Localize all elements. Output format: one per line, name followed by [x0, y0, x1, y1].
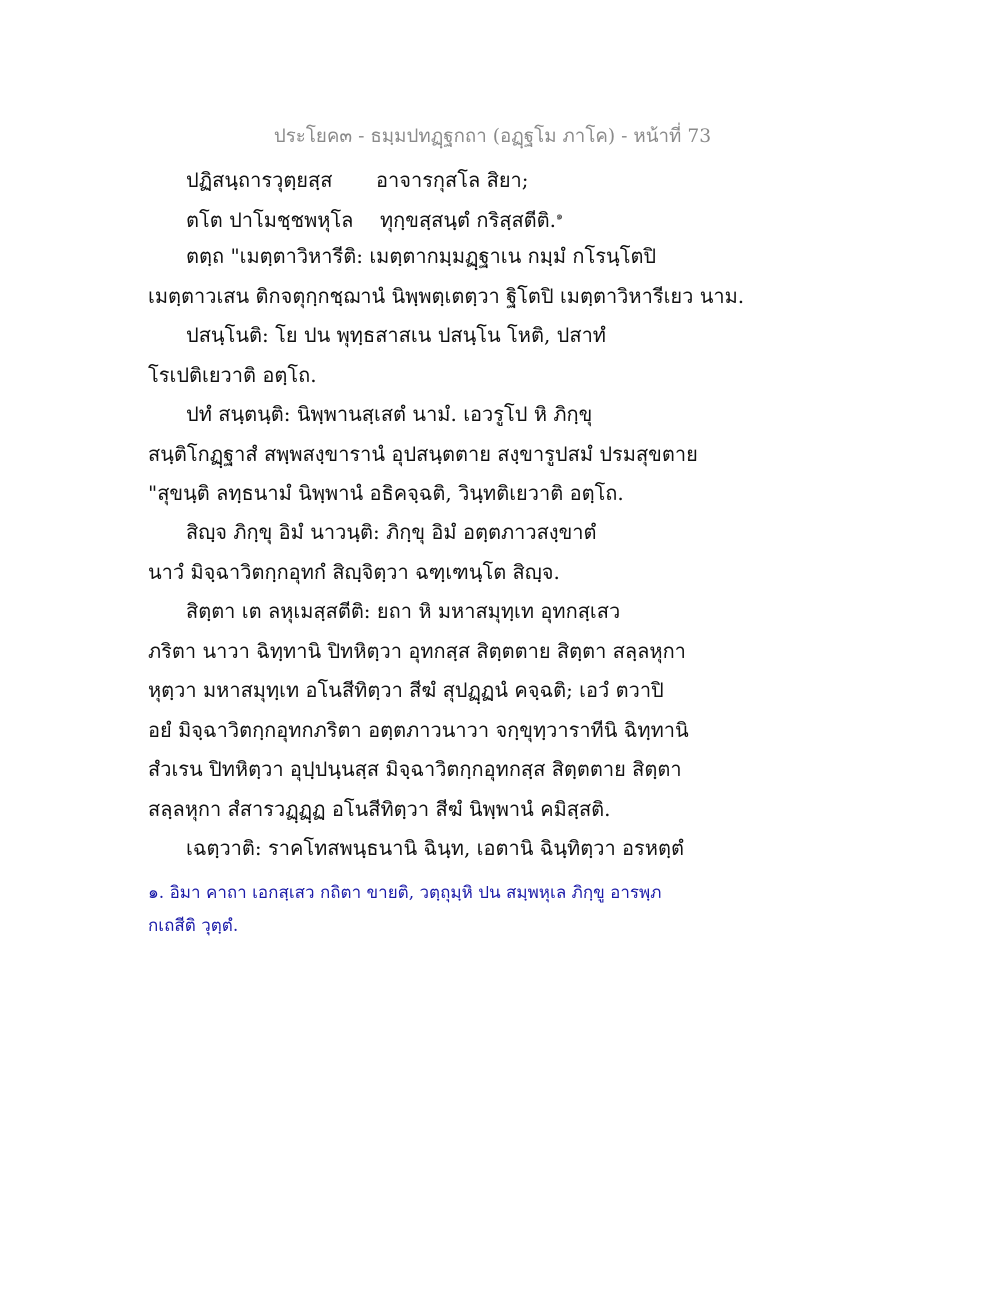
body-line: สิญฺจ ภิกฺขุ อิมํ นาวนฺติ: ภิกฺขุ อิมํ อตฺตภาวสงฺขาตํ: [186, 520, 597, 544]
body-line: เมตฺตาวเสน ติกจตุกฺกชฺฌานํ นิพฺพตฺเตตฺวา ฐิโตปิ เมตฺตาวิหารีเยว นาม.: [148, 284, 745, 308]
verse-line-2b-text: ทุกฺขสฺสนฺตํ กริสฺสตีติ.: [380, 208, 556, 232]
body-line: อยํ มิจฺฉาวิตกฺกอุทกภริตา อตฺตภาวนาวา จกฺขุทฺวาราทีนิ ฉิทฺทานิ: [148, 718, 689, 742]
footnote-marker: ๑: [556, 209, 563, 223]
body-line: เฉตฺวาติ: ราคโทสพนฺธนานิ ฉินฺท, เอตานิ ฉินฺทิตฺวา อรหตฺตํ: [186, 836, 684, 860]
body-line: สนฺติโกฏฺฐาสํ สพฺพสงฺขารานํ อุปสนฺตตาย สงฺขารูปสมํ ปรมสุขตาย: [148, 442, 698, 466]
body-line: หุตฺวา มหาสมุทฺเท อโนสีทิตฺวา สีฆํ สุปฏฺฏนํ คจฺฉติ; เอวํ ตวาปิ: [148, 678, 664, 702]
body-line: โรเปติเยวาติ อตฺโถ.: [148, 363, 317, 387]
page-header: ประโยค๓ - ธมฺมปทฏฺฐกถา (อฏฺฐโม ภาโค) - หน้าที่ 73: [273, 125, 712, 147]
body-line: สิตฺตา เต ลหุเมสฺสตีติ: ยถา หิ มหาสมุทฺเท อุทกสฺเสว: [186, 599, 621, 623]
body-line: นาวํ มิจฺฉาวิตกฺกอุทกํ สิญฺจิตฺวา ฉฑฺเฑนฺโต สิญฺจ.: [148, 560, 560, 584]
verse-line-1b: อาจารกุสโล สิยา;: [376, 168, 529, 192]
footnote-line-2: กเถสีติ วุตฺตํ.: [148, 916, 239, 936]
body-line: ตตฺถ "เมตฺตาวิหารีติ: เมตฺตากมฺมฏฺฐาเน กมฺมํ กโรนฺโตปิ: [186, 244, 657, 268]
body-line: สํวเรน ปิทหิตฺวา อุปฺปนฺนสฺส มิจฺฉาวิตกฺกอุทกสฺส สิตฺตตาย สิตฺตา: [148, 757, 682, 781]
verse-line-2b: [380, 204, 563, 236]
body-line: "สุขนฺติ ลทฺธนามํ นิพฺพานํ อธิคจฺฉติ, วินฺทติเยวาติ อตฺโถ.: [148, 481, 624, 505]
body-line: ปสนฺโนติ: โย ปน พุทฺธสาสเน ปสนฺโน โหติ, ปสาทํ: [186, 323, 606, 347]
verse-line-1a: ปฏิสนฺถารวุตฺยสฺส: [186, 168, 333, 192]
body-line: ปทํ สนฺตนฺติ: นิพฺพานสฺเสตํ นามํ. เอวรูโป หิ ภิกฺขุ: [186, 402, 593, 426]
body-line: ภริตา นาวา ฉิทฺทานิ ปิทหิตฺวา อุทกสฺส สิตฺตตาย สิตฺตา สลฺลหุกา: [148, 639, 686, 663]
verse-line-2a: ตโต ปาโมชฺชพหุโล: [186, 208, 354, 232]
body-line: สลฺลหุกา สํสารวฏฺฏฺฏ อโนสีทิตฺวา สีฆํ นิพฺพานํ คมิสฺสติ.: [148, 797, 611, 821]
footnote-line-1: ๑. อิมา คาถา เอกสฺเสว กถิตา ขายติ, วตฺถุมฺหิ ปน สมฺพหุเล ภิกฺขู อารพฺภ: [148, 883, 662, 903]
